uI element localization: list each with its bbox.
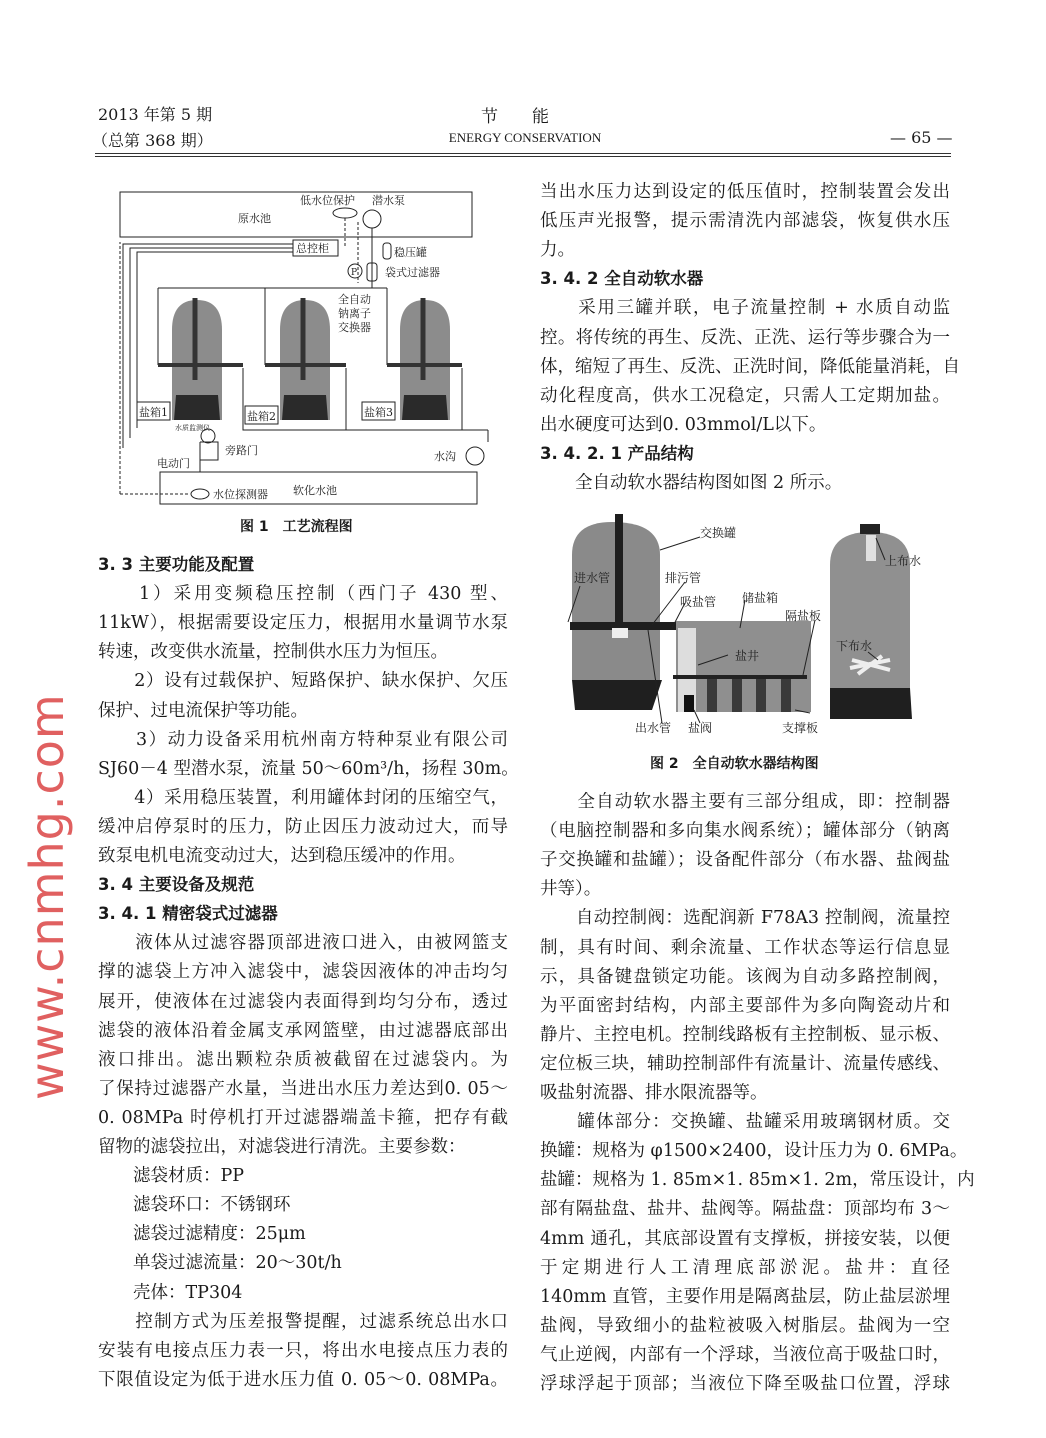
- label-pump: 潜水泵: [372, 194, 405, 207]
- figure-2-caption: 图 2 全自动软水器结构图: [650, 756, 819, 772]
- text-line: 体，缩短了再生、反洗、正洗时间，降低能量消耗，自: [540, 356, 960, 377]
- text-line: 浮球浮起于顶部；当液位下降至吸盐口位置，浮球: [540, 1374, 950, 1394]
- text-line: 井等）。: [540, 879, 602, 900]
- softener-tanks: [158, 298, 462, 420]
- text-line: 动化程度高，供水工况稳定，只需人工定期加盐。: [540, 385, 950, 406]
- label-soft-pool: 软化水池: [293, 484, 337, 497]
- figure-1-caption: 图 1 工艺流程图: [240, 519, 353, 535]
- text-line: 当出水压力达到设定的低压值时，控制装置会发出: [540, 182, 950, 202]
- text-line: 4）采用稳压装置，利用罐体封闭的压缩空气，: [98, 787, 508, 808]
- label-electric-valve: 电动门: [157, 457, 190, 470]
- text-line: 全自动软水器主要有三部分组成，即：控制器: [540, 792, 950, 812]
- text-line: 撑的滤袋上方冲入滤袋中，滤袋因液体的冲击均匀: [98, 962, 508, 983]
- text-line: 安装有电接点压力表一只，将出水电接点压力表的: [98, 1340, 508, 1361]
- label-outlet: 出水管: [635, 721, 672, 735]
- total-issue-number: （总第 368 期）: [92, 131, 213, 150]
- label-support: 支撑板: [782, 721, 819, 735]
- text-line: 于定期进行人工清理底部淤泥。盐井：直径: [540, 1257, 950, 1278]
- text-line: 4mm 通孔，其底部设置有支撑板，拼接安装，以便: [540, 1228, 950, 1249]
- text-line: 缓冲启停泵时的压力，防止因压力波动过大，而导: [98, 816, 508, 837]
- text-line: 0. 08MPa 时停机打开过滤器端盖卡箍，把存有截: [98, 1107, 508, 1128]
- text-line: 致泵电机电流变动过大，达到稳压缓冲的作用。: [98, 846, 466, 866]
- text-line: 壳体：TP304: [98, 1282, 243, 1303]
- level-detector-icon: [191, 489, 209, 499]
- label-pressure-gauge: P: [351, 268, 358, 278]
- text-line: 留物的滤袋拉出，对滤袋进行清洗。主要参数：: [98, 1137, 466, 1157]
- text-line: SJ60－4 型潜水泵，流量 50～60m³/h，扬程 30m。: [98, 758, 519, 779]
- label-salt-box-3: 盐箱3: [364, 406, 393, 419]
- text-line: 单袋过滤流量：20～30t/h: [98, 1253, 342, 1274]
- label-pressure-tank: 稳压罐: [394, 246, 427, 259]
- label-upper-distributor: 上布水: [885, 554, 922, 568]
- label-quality-monitor: 水质监测仪: [175, 424, 210, 432]
- figure-2-softener-structure: [560, 510, 960, 735]
- section-heading: 3. 4. 1 精密袋式过滤器: [98, 904, 278, 924]
- text-line: 展开，使液体在过滤袋内表面得到均匀分布，透过: [98, 991, 508, 1012]
- label-inlet: 进水管: [574, 571, 611, 585]
- text-line: 1）采用变频稳压控制（西门子 430 型、: [98, 584, 508, 605]
- text-line: 滤袋环口：不锈钢环: [98, 1195, 291, 1216]
- submersible-pump-icon: [363, 210, 381, 228]
- text-line: 液体从过滤容器顶部进液口进入，由被网篮支: [98, 933, 508, 954]
- text-line: 定位板三块，辅助控制部件有流量计、流量传感线、: [540, 1053, 950, 1074]
- label-salt-box: 储盐箱: [742, 591, 779, 605]
- section-heading: 3. 4 主要设备及规范: [98, 875, 255, 895]
- watermark: www.cnmhg.com: [20, 693, 74, 1100]
- label-control-cabinet: 总控柜: [296, 242, 329, 255]
- text-line: 滤袋的液体沿着金属支承网篮壁，由过滤器底部出: [98, 1020, 508, 1041]
- text-line: 全自动软水器结构图如图 2 所示。: [540, 473, 843, 493]
- text-line: 3）动力设备采用杭州南方特种泵业有限公司: [98, 729, 508, 750]
- label-bypass: 旁路门: [225, 444, 258, 457]
- text-line: 11kW），根据需要设定压力，根据用水量调节水泵: [98, 613, 508, 634]
- text-line: （电脑控制器和多向集水阀系统）；罐体部分（钠离: [540, 821, 950, 842]
- text-line: 换罐：规格为 φ1500×2400，设计压力为 0. 6MPa。: [540, 1141, 968, 1162]
- section-heading: 3. 4. 2 全自动软水器: [540, 269, 704, 289]
- text-line: 滤袋过滤精度：25μm: [98, 1224, 306, 1245]
- page-number: — 65 —: [890, 128, 953, 147]
- label-salt-valve: 盐阀: [688, 721, 713, 735]
- label-salt-box-1: 盐箱1: [139, 406, 168, 419]
- text-line: 示，具备键盘锁定功能。该阀为自动多路控制阀，: [540, 966, 950, 987]
- text-line: 转速，改变供水流量，控制供水压力为恒压。: [98, 642, 448, 663]
- raw-water-pool: [120, 192, 472, 237]
- label-drain: 水沟: [434, 450, 456, 463]
- label-raw-pool: 原水池: [238, 212, 271, 225]
- text-line: 采用三罐并联，电子流量控制 + 水质自动监: [540, 298, 950, 319]
- text-line: 下限值设定为低于进水压力值 0. 05～0. 08MPa。: [98, 1369, 508, 1390]
- text-line: 低压声光报警，提示需清洗内部滤袋，恢复供水压: [540, 211, 950, 232]
- label-exchange-tank: 交换罐: [700, 526, 737, 540]
- label-bag-filter: 袋式过滤器: [385, 266, 440, 279]
- text-line: 保护、过电流保护等功能。: [98, 700, 308, 721]
- text-line: 控制方式为压差报警提醒，过滤系统总出水口: [98, 1311, 508, 1332]
- figure-1-process-flow-diagram: [100, 180, 520, 520]
- issue-number: 2013 年第 5 期: [98, 105, 213, 124]
- text-line: 盐罐：规格为 1. 85m×1. 85m×1. 2m，常压设计，内: [540, 1170, 975, 1191]
- label-salt-plate: 隔盐板: [785, 609, 822, 623]
- label-salt-well: 盐井: [735, 649, 760, 663]
- section-heading: 3. 3 主要功能及配置: [98, 555, 255, 574]
- text-line: 罐体部分：交换罐、盐罐采用玻璃钢材质。交: [540, 1112, 950, 1133]
- drain-icon: [466, 447, 484, 465]
- journal-title-cn: 节 能: [481, 107, 549, 127]
- text-line: 静片、主控电机。控制线路板有主控制板、显示板、: [540, 1024, 950, 1045]
- text-line: 2）设有过载保护、短路保护、缺水保护、欠压: [98, 671, 508, 692]
- text-line: 力。: [540, 240, 575, 261]
- text-line: 气止逆阀，内部有一个浮球，当液位高于吸盐口时，: [540, 1344, 950, 1365]
- label-drain-pipe: 排污管: [665, 571, 702, 585]
- label-exchanger-2: 钠离子: [338, 307, 371, 320]
- text-line: 出水硬度可达到0. 03mmol/L以下。: [540, 414, 827, 435]
- text-line: 滤袋材质：PP: [98, 1166, 245, 1187]
- label-lower-distributor: 下布水: [836, 639, 873, 653]
- pressure-tank-icon: [383, 243, 391, 259]
- header-rule-2: [95, 156, 951, 157]
- text-line: 子交换罐和盐罐）；设备配件部分（布水器、盐阀盐: [540, 850, 950, 871]
- journal-title-en: ENERGY CONSERVATION: [448, 130, 602, 145]
- section-heading: 3. 4. 2. 1 产品结构: [540, 443, 694, 463]
- label-low-level: 低水位保护: [300, 194, 355, 207]
- text-line: 自动控制阀：选配润新 F78A3 控制阀，流量控: [540, 908, 950, 929]
- text-line: 了保持过滤器产水量，当进出水压力差达到0. 05～: [98, 1078, 508, 1099]
- header-rule: [95, 153, 951, 154]
- text-line: 为平面密封结构，内部主要部件为多向陶瓷动片和: [540, 995, 950, 1016]
- label-exchanger-1: 全自动: [338, 293, 371, 306]
- text-line: 140mm 直管，主要作用是隔离盐层，防止盐层淤埋: [540, 1286, 950, 1307]
- label-salt-box-2: 盐箱2: [247, 410, 276, 423]
- label-exchanger-3: 交换器: [338, 321, 371, 334]
- text-line: 液口排出。滤出颗粒杂质被截留在过滤袋内。为: [98, 1049, 508, 1070]
- label-brine-pipe: 吸盐管: [680, 595, 717, 609]
- text-line: 部有隔盐盘、盐井、盐阀等。隔盐盘：顶部均布 3～: [540, 1199, 950, 1220]
- text-line: 制，具有时间、剩余流量、工作状态等运行信息显: [540, 937, 950, 958]
- text-line: 控。将传统的再生、反洗、正洗、运行等步骤合为一: [540, 327, 950, 348]
- text-line: 吸盐射流器、排水限流器等。: [540, 1083, 768, 1103]
- salt-box: [673, 621, 811, 712]
- text-line: 盐阀，导致细小的盐粒被吸入树脂层。盐阀为一空: [540, 1315, 950, 1336]
- label-level-detector: 水位探测器: [213, 488, 268, 501]
- low-level-sensor-icon: [333, 208, 357, 218]
